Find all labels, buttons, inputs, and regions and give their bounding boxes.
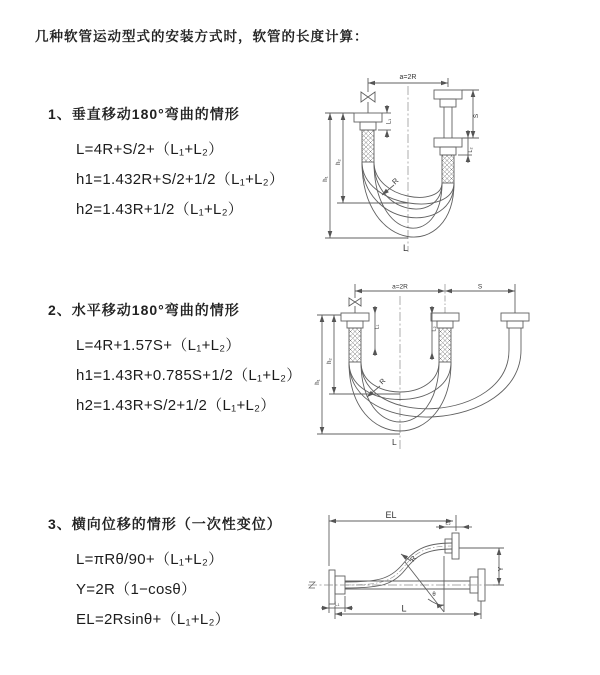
dimension-l1 <box>321 596 353 613</box>
dim-label-a2r: a=2R <box>399 74 417 81</box>
valve-icon <box>349 295 361 313</box>
dim-label-a2r: a=2R <box>392 283 408 291</box>
dimension-l1 <box>375 306 381 356</box>
dim-label-l2: L₂ <box>431 326 438 332</box>
dimension-a2r <box>368 74 448 88</box>
dim-label-l1: L₁ <box>386 118 393 125</box>
dim-label-r: R <box>378 377 388 387</box>
middle-pipe-fitting <box>431 313 459 362</box>
dim-label-s: S <box>473 113 480 119</box>
dim-label-l: L <box>392 437 397 447</box>
dimension-l2 <box>432 306 438 360</box>
dimension-y <box>459 548 505 585</box>
formula-line: L=4R+S/2+（L₁+L₂） <box>76 140 224 158</box>
dim-label-r: R <box>409 554 419 564</box>
dim-label-l: L <box>401 603 407 614</box>
left-pipe-fitting <box>354 113 382 162</box>
dimension-l2 <box>458 130 474 163</box>
right-pipe-fitting <box>434 90 462 183</box>
dimension-s <box>462 90 480 138</box>
dimension-h2 <box>327 315 400 394</box>
dim-label-l2: L₂ <box>445 520 451 527</box>
dim-label-l1: L₁ <box>374 324 381 330</box>
valve-icon <box>361 88 375 113</box>
dim-label-l2: L₂ <box>468 147 474 153</box>
dimension-s <box>445 284 515 292</box>
angle-theta <box>405 556 444 612</box>
dim-label-l1: L₁ <box>334 601 340 608</box>
formula-line: L=4R+1.57S+（L₁+L₂） <box>76 336 241 354</box>
dimension-el <box>329 510 456 566</box>
section-heading: 1、垂直移动180°弯曲的情形 <box>48 106 240 122</box>
dim-label-h2: h₂ <box>327 358 333 364</box>
radius-leader <box>401 554 418 563</box>
dim-label-h1: h₁ <box>315 379 321 385</box>
dimension-l <box>335 601 481 619</box>
section-vertical-180 <box>48 104 284 223</box>
braided-hose <box>442 155 454 183</box>
left-flange <box>329 570 345 604</box>
dim-label-l: L <box>403 243 409 253</box>
dim-label-h2: h₂ <box>336 159 342 165</box>
diagram-lateral-displacement <box>298 498 598 648</box>
formula-line: EL=2Rsinθ+（L₁+L₂） <box>76 610 230 628</box>
page-title: 几种软管运动型式的安装方式时，软管的长度计算： <box>35 29 369 44</box>
diagram-vertical-180-bend <box>312 66 552 261</box>
dimension-l1 <box>378 105 393 138</box>
diagram-horizontal-180-bend <box>310 282 555 457</box>
formula-line: L=πRθ/90+（L₁+L₂） <box>76 550 224 568</box>
braided-hose <box>349 328 361 362</box>
braided-hose <box>439 328 451 362</box>
formula-line: h2=1.43R+S/2+1/2（L₁+L₂） <box>76 396 276 414</box>
section-horizontal-180 <box>48 300 302 419</box>
dim-label-y: Y <box>498 566 505 572</box>
dim-label-el: EL <box>385 510 397 520</box>
dim-label-h1: h₁ <box>323 176 329 182</box>
section-lateral-displacement <box>48 514 282 633</box>
dimension-a2r <box>355 284 515 314</box>
dim-label-theta: θ <box>432 592 436 598</box>
dim-label-s: S <box>477 283 483 291</box>
formula-line: h1=1.432R+S/2+1/2（L₁+L₂） <box>76 170 285 188</box>
dimension-l2 <box>436 521 472 528</box>
formula-line: h1=1.43R+0.785S+1/2（L₁+L₂） <box>76 366 302 384</box>
section-heading: 3、横向位移的情形（一次性变位） <box>48 516 282 532</box>
left-pipe-fitting <box>341 313 369 362</box>
formula-line: Y=2R（1−cosθ） <box>76 580 197 598</box>
formula-line: h2=1.43R+1/2（L₁+L₂） <box>76 200 244 218</box>
displaced-pipe-fitting <box>501 313 529 350</box>
dim-label-r: R <box>390 176 401 187</box>
braided-hose <box>362 130 374 162</box>
section-heading: 2、水平移动180°弯曲的情形 <box>48 302 240 318</box>
centerline <box>308 582 496 588</box>
